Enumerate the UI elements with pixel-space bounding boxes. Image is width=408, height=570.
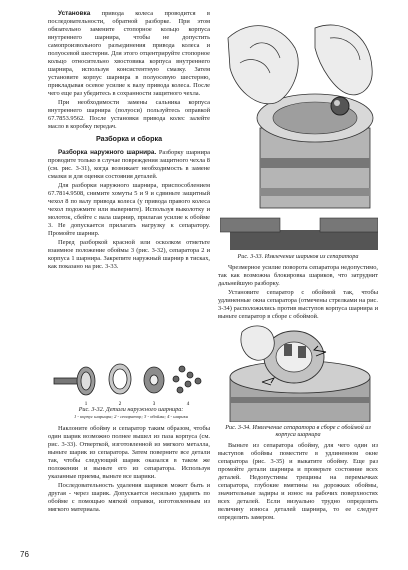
figure-3-32-legend: 1 - корпус шарнира; 2 - сепаратор; 3 - обойма; 4 - шарики bbox=[73, 414, 189, 419]
paragraph-race-removal: Выньте из сепаратора обойму, для чего один из выступов обоймы поместите в удлиненном окне сепаратора (рис. 3-35) и выкатите обойму. Еще раз промойте детали шарнира и проверьте состояние всех деталей. Недопустимы трещины на перемычках сепаратора, глубокие вмятины на дорожках обоймы, значительные задиры и износ на рабочих поверхностях всех деталей. Если визуально трудно определить величину износа деталей шарнира, то ее следует определить замером. bbox=[218, 442, 378, 522]
figure-3-34-caption-block bbox=[218, 424, 378, 439]
page-number: 76 bbox=[20, 550, 29, 559]
left-column-lower bbox=[48, 425, 210, 515]
paragraph-excess-force: Чрезмерное усилие поворота сепаратора недопустимо, так как возможна блокировка шариков, что затруднит дальнейшую разборку. bbox=[218, 264, 378, 288]
paragraph-seal-replacement: При необходимости замены сальника корпуса внутреннего шарнира (полуоси) пользуйтесь оправкой 67.7853.9562. После установки привода колес залейте масло в коробку передач. bbox=[48, 99, 210, 131]
joint-parts-illustration bbox=[52, 357, 210, 407]
right-column-lower bbox=[218, 442, 378, 523]
figure-3-33-caption: Рис. 3-33. Извлечение шариков из сепаратора bbox=[237, 253, 359, 260]
paragraph-ball-removal: Наклоните обойму и сепаратор таким образом, чтобы один шарик возможно полнее вышел из паза корпуса (см. рис. 3-33). Отверткой, изготовленной из мягкого металла, выньте шарик из сепаратора. Затем поверните все детали так, чтобы следующий шарик оказался в таком же положении и выньте его из сепаратора. Используя указанные приемы, выньте все шарики. bbox=[48, 425, 210, 481]
part-label-2: 2 bbox=[118, 402, 122, 407]
figure-3-33-caption-block bbox=[218, 253, 378, 261]
section-heading: Разборка и сборка bbox=[95, 134, 163, 144]
figure-3-32-parts bbox=[52, 357, 210, 407]
figure-3-34-photo bbox=[222, 322, 378, 422]
left-column bbox=[48, 10, 210, 272]
part-label-3: 3 bbox=[152, 402, 156, 407]
paragraph-separator-install: Установите сепаратор с обоймой так, чтобы удлиненные окна сепаратора (отмечены стрелками на рис. 3-34) расположились против выступов корпуса шарнира и выньте сепаратор в сборе с обоймой. bbox=[218, 288, 378, 320]
paragraph-outer-joint-disassembly: Разборка наружного шарнира. Разборку шарнира проводите только в случае повреждения защитного чехла 8 (см. рис. 3-31), когда возникает необходимость в замене смазки и для оценки состояния деталей. bbox=[48, 149, 210, 181]
paragraph-marking: Перед разборкой красной или осколком отметьте взаимное положение обоймы 3 (рис. 3-32), сепаратора 2 и корпуса 1 шарнира. Закрепите наружный шарнир в тисках, как показано на рис. 3-33. bbox=[48, 239, 210, 271]
paragraph-installation: Установка привода колеса проводится в последовательности, обратной разборке. При этом обязательно замените стопорное кольцо корпуса внутреннего шарнира, чтобы не допустить самопроизвольного разъединения привода колеса и полуосевой шестерни. Для этого отцентрируйте стопорное кольцо относительно хвостовика корпуса внутреннего шарнира, используя консистентную смазку. Затем установите корпус шарнира в полуосевую шестерню, прикладывая осевое усилие к валу привода колеса. После чего еще раз убедитесь в сохранности защитного чехла. bbox=[48, 10, 210, 98]
paragraph-disassembly-tool: Для разборки наружного шарнира, приспособлением 67.7814.9508, снимите хомуты 5 и 9 и сдвиньте защитный чехол 8 по валу привода колеса (у привода правого колеса чехол подожмите или выверните). Используя выколотку и молоток, сбейте с вала шарнир, прилагая усилие к обойме 3. Не допускается прилагать нагрузку к сепаратору. Промойте шарнир. bbox=[48, 182, 210, 238]
figure-3-32-caption: Рис. 3-32. Детали наружного шарнира: bbox=[78, 406, 184, 413]
paragraph-ball-sequence: Последовательность удаления шариков может быть и другая - через шарик. Допускается несильно ударить по обойме с помощью мягкой оправки, изготовленным из мягкого материала. bbox=[48, 481, 210, 514]
separator-extraction-photo bbox=[222, 322, 378, 422]
part-label-1: 1 bbox=[84, 402, 88, 407]
figure-3-33-photo bbox=[220, 8, 378, 250]
ball-extraction-photo bbox=[220, 8, 378, 250]
part-label-4: 4 bbox=[186, 402, 190, 407]
figure-3-32-caption-block bbox=[52, 406, 210, 420]
figure-3-34-caption: Рис. 3-34. Извлечение сепаратора в сборе с обоймой из корпуса шарнира bbox=[225, 424, 371, 439]
right-column-upper bbox=[218, 264, 378, 322]
